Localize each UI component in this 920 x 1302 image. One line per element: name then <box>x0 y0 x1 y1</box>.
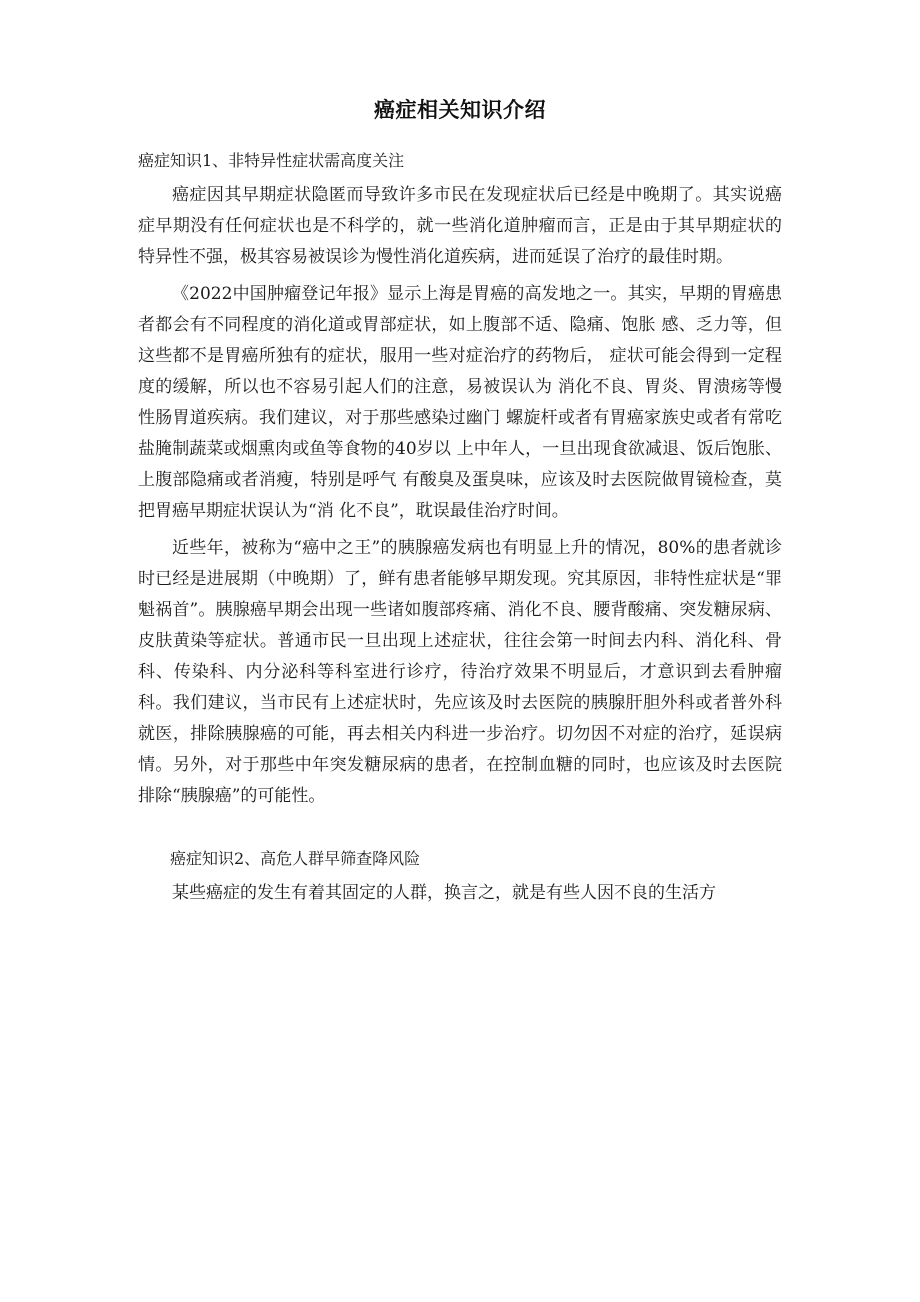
document-body <box>138 148 782 915</box>
section-2-heading: 癌症知识2、高危人群早筛查降风险 <box>170 849 421 868</box>
section-2-paragraph-1: 某些癌症的发生有着其固定的人群，换言之，就是有些人因不良的生活方 <box>172 883 716 903</box>
section-1-heading: 癌症知识1、非特异性症状需高度关注 <box>138 151 405 170</box>
section-1-paragraph-2: 《2022中国肿瘤登记年报》显示上海是胃癌的高发地之一。其实，早期的胃癌患者都会有不同程度的消化道或胃部症状，如上腹部不适、隐痛、饱胀 感、乏力等，但这些都不是胃癌所独有的症状，服用一些对症治疗的药物后， 症状可能会得到一定程度的缓解，所以也不容易引起人们的注意，易被误认为 消化不良、胃炎、胃溃疡等慢性肠胃道疾病。我们建议，对于那些感染过幽门 螺旋杆或者有胃癌家族史或者有常吃盐腌制蔬菜或烟熏肉或鱼等食物的40岁以 上中年人，一旦出现食欲减退、饭后饱胀、上腹部隐痛或者消瘦，特别是呼气 有酸臭及蛋臭味，应该及时去医院做胃镜检查，莫把胃癌早期症状误认为“消 化不良”，耽误最佳治疗时间。 <box>138 284 782 521</box>
document-title: 癌症相关知识介绍 <box>374 98 546 122</box>
section-1-paragraph-1: 癌症因其早期症状隐匿而导致许多市民在发现症状后已经是中晚期了。其实说癌症早期没有任何症状也是不科学的，就一些消化道肿瘤而言，正是由于其早期症状的特异性不强，极其容易被误诊为慢性消化道疾病，进而延误了治疗的最佳时期。 <box>138 185 782 267</box>
section-1-paragraph-3: 近些年，被称为“癌中之王”的胰腺癌发病也有明显上升的情况，80%的患者就诊时已经是进展期（中晚期）了，鲜有患者能够早期发现。究其原因，非特性症状是“罪魁祸首”。胰腺癌早期会出现一些诸如腹部疼痛、消化不良、腰背酸痛、突发糖尿病、皮肤黄染等症状。普通市民一旦出现上述症状，往往会第一时间去内科、消化科、骨科、传染科、内分泌科等科室进行诊疗，待治疗效果不明显后，才意识到去看肿瘤科。我们建议，当市民有上述症状时，先应该及时去医院的胰腺肝胆外科或者普外科就医，排除胰腺癌的可能，再去相关内科进一步治疗。切勿因不对症的治疗，延误病情。另外，对于那些中年突发糖尿病的患者，在控制血糖的同时，也应该及时去医院排除“胰腺癌”的可能性。 <box>138 538 782 806</box>
